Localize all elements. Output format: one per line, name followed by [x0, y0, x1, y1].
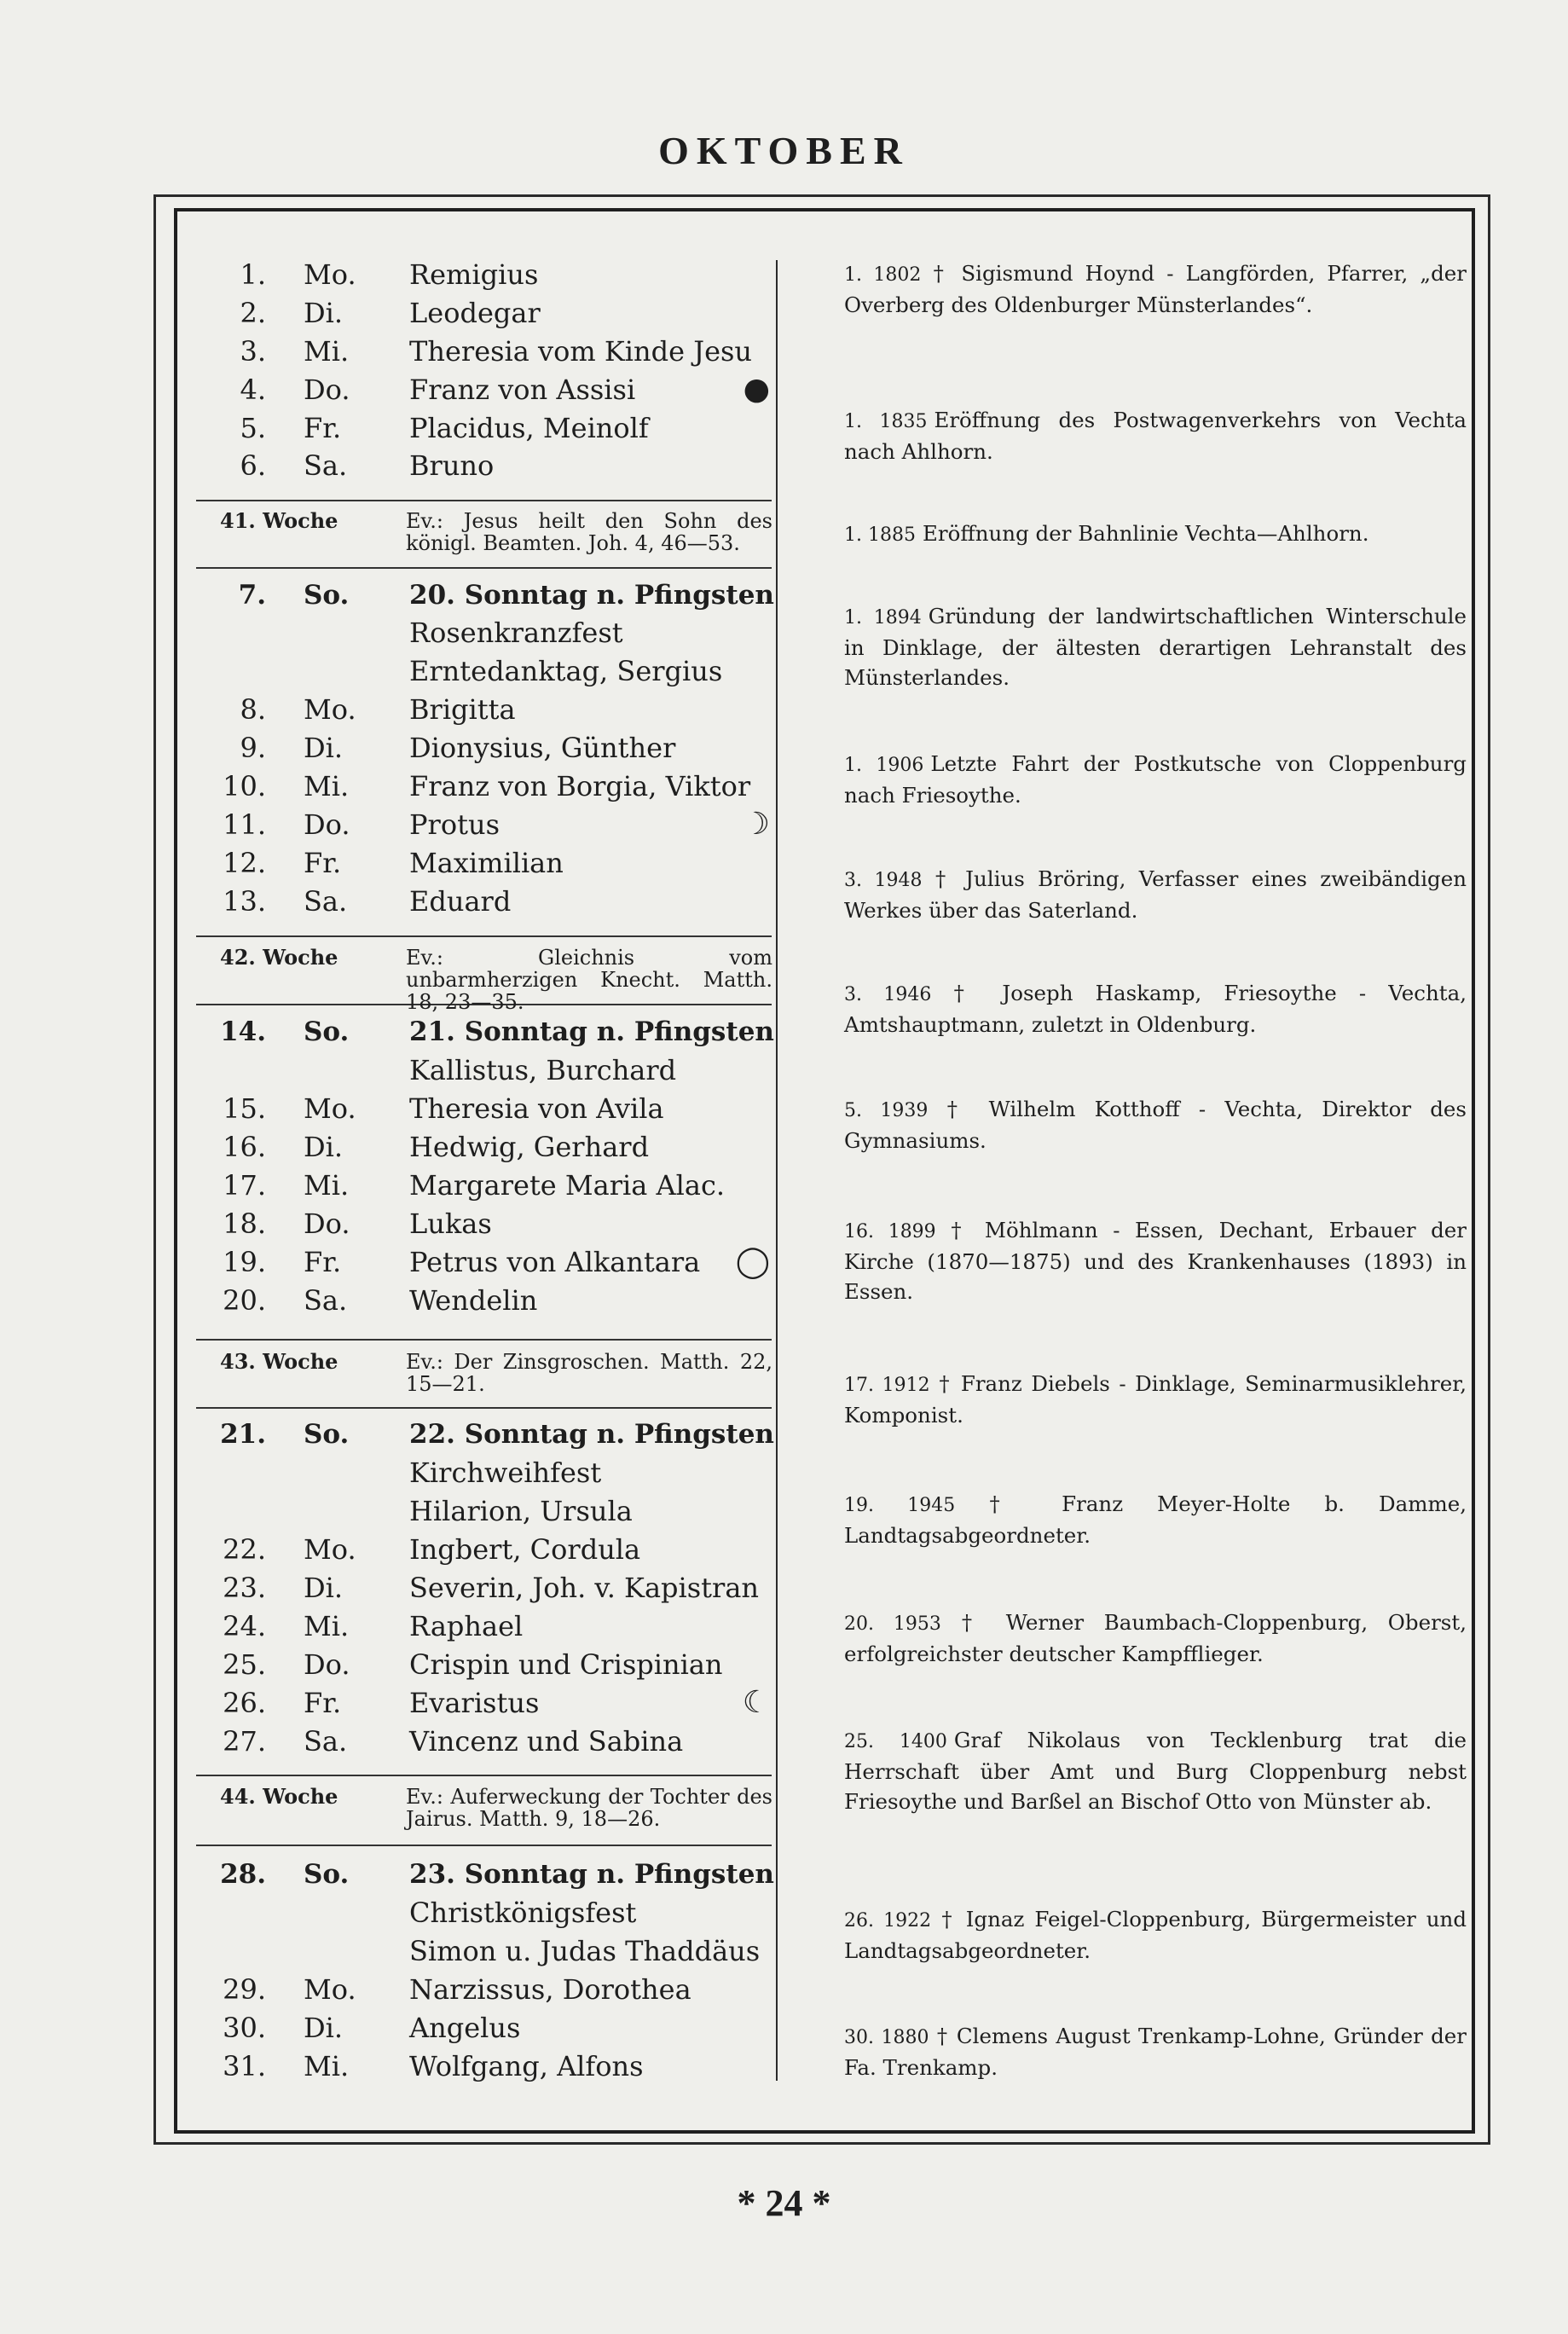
day-number: 26. — [223, 1687, 266, 1719]
weekday: Mo. — [304, 1092, 356, 1125]
saint-name: Vincenz und Sabina — [409, 1725, 684, 1758]
history-note — [844, 405, 1467, 466]
note-date: 30. 1880 — [844, 2027, 929, 2048]
day-number: 9. — [240, 732, 266, 764]
note-text: † Sigismund Hoynd - Langförden, Pfarrer, „der Overberg des Oldenburger Münsterlandes“. — [844, 261, 1467, 317]
day-number: 12. — [223, 847, 266, 879]
history-note — [844, 2021, 1467, 2082]
column-divider — [776, 260, 778, 2081]
note-text: Graf Nikolaus von Tecklenburg trat die Herrschaft über Amt und Burg Cloppenburg nebst Friesoythe und Barßel an Bischof Otto von Münster ab. — [844, 1728, 1467, 1814]
weekday: So. — [304, 580, 350, 611]
calendar-row — [196, 447, 772, 484]
calendar-row — [196, 1856, 772, 1893]
calendar-row — [196, 1128, 772, 1166]
day-number: 15. — [223, 1092, 266, 1125]
saint-name: Narzissus, Dorothea — [409, 1973, 691, 2006]
divider-line — [196, 567, 772, 569]
history-note — [844, 1607, 1467, 1669]
history-note — [844, 749, 1467, 810]
calendar-row — [196, 883, 772, 920]
weekday: Di. — [304, 732, 344, 764]
page-number: * 24 * — [737, 2182, 831, 2224]
day-number: 27. — [223, 1725, 266, 1758]
day-number: 31. — [223, 2050, 266, 2082]
calendar-row — [196, 2047, 772, 2085]
note-text: † Werner Baumbach-Cloppenburg, Oberst, erfolgreichster deutscher Kampfflieger. — [844, 1610, 1467, 1666]
saint-name: Lukas — [409, 1208, 492, 1240]
saint-name: Christkönigsfest — [409, 1897, 637, 1929]
note-text: Eröffnung der Bahnlinie Vechta—Ahlhorn. — [922, 521, 1369, 546]
note-text: † Wilhelm Kotthoff - Vechta, Direktor des Gymnasiums. — [844, 1097, 1467, 1153]
day-number: 10. — [223, 770, 266, 802]
weekday: Mi. — [304, 335, 350, 368]
saint-name: 21. Sonntag n. Pfingsten — [409, 1016, 774, 1047]
saint-name: Protus — [409, 808, 500, 841]
note-date: 26. 1922 — [844, 1910, 932, 1931]
moon-phase-icon: ● — [743, 372, 770, 407]
note-date: 1. 1835 — [844, 411, 928, 432]
day-number: 13. — [223, 885, 266, 918]
note-text: † Ignaz Feigel-Cloppenburg, Bürgermeister und Landtagsabgeordneter. — [844, 1907, 1467, 1963]
calendar-row — [196, 652, 772, 690]
note-text: Gründung der landwirtschaftlichen Winterschule in Dinklage, der ältesten derartigen Lehranstalt des Münsterlandes. — [844, 604, 1467, 690]
saint-name: 20. Sonntag n. Pfingsten — [409, 580, 774, 611]
calendar-row — [196, 1569, 772, 1607]
note-date: 16. 1899 — [844, 1221, 936, 1242]
weekday: Di. — [304, 1572, 344, 1604]
saint-name: Remigius — [409, 258, 539, 291]
day-number: 3. — [240, 335, 266, 368]
saint-name: Crispin und Crispinian — [409, 1648, 723, 1681]
saint-name: Hilarion, Ursula — [409, 1495, 633, 1527]
saint-name: Kirchweihfest — [409, 1457, 602, 1489]
weekday: Fr. — [304, 847, 342, 879]
note-date: 5. 1939 — [844, 1100, 929, 1121]
calendar-row — [196, 1090, 772, 1127]
history-note — [844, 1489, 1467, 1550]
note-date: 1. 1894 — [844, 607, 922, 628]
saint-name: Brigitta — [409, 693, 516, 726]
calendar-row — [196, 1243, 772, 1281]
gospel-text: Ev.: Jesus heilt den Sohn des königl. Beamten. Joh. 4, 46—53. — [406, 509, 772, 555]
moon-phase-icon: ☽ — [742, 807, 770, 842]
divider-line — [196, 935, 772, 937]
day-number: 8. — [240, 693, 266, 726]
saint-name: Leodegar — [409, 297, 541, 329]
week-label: 44. Woche — [220, 1784, 338, 1809]
calendar-row — [196, 2009, 772, 2047]
divider-line — [196, 1775, 772, 1776]
weekday: Di. — [304, 297, 344, 329]
history-note — [844, 1904, 1467, 1966]
weekday: So. — [304, 1016, 350, 1047]
day-number: 20. — [223, 1284, 266, 1317]
weekday: Sa. — [304, 449, 348, 482]
weekday: Mi. — [304, 2050, 350, 2082]
divider-line — [196, 1339, 772, 1341]
weekday: Mo. — [304, 1533, 356, 1566]
moon-phase-icon: ◯ — [735, 1244, 770, 1279]
weekday: Mi. — [304, 1169, 350, 1202]
calendar-row — [196, 691, 772, 728]
note-date: 19. 1945 — [844, 1495, 956, 1516]
gospel-text: Ev.: Auferweckung der Tochter des Jairus. Matth. 9, 18—26. — [406, 1785, 772, 1831]
note-date: 1. 1885 — [844, 524, 916, 546]
calendar-row — [196, 1684, 772, 1722]
note-text: † Julius Bröring, Verfasser eines zweibändigen Werkes über das Saterland. — [844, 866, 1467, 923]
saint-name: Wolfgang, Alfons — [409, 2050, 644, 2082]
note-text: † Möhlmann - Essen, Dechant, Erbauer der Kirche (1870—1875) und des Krankenhauses (1893) in Essen. — [844, 1218, 1467, 1304]
saint-name: Bruno — [409, 449, 495, 482]
calendar-row — [196, 1013, 772, 1051]
calendar-row — [196, 806, 772, 843]
note-text: † Joseph Haskamp, Friesoythe - Vechta, Amtshauptmann, zuletzt in Oldenburg. — [844, 981, 1467, 1037]
saint-name: Franz von Assisi — [409, 374, 636, 406]
moon-phase-icon: ☾ — [742, 1685, 770, 1720]
saint-name: Severin, Joh. v. Kapistran — [409, 1572, 759, 1604]
weekday: Mi. — [304, 770, 350, 802]
weekday: Fr. — [304, 1687, 342, 1719]
calendar-row — [196, 1607, 772, 1645]
calendar-row — [196, 1167, 772, 1204]
saint-name: Evaristus — [409, 1687, 540, 1719]
calendar-row — [196, 1051, 772, 1089]
history-note — [844, 864, 1467, 925]
day-number: 1. — [240, 258, 266, 291]
week-label: 42. Woche — [220, 945, 338, 970]
day-number: 23. — [223, 1572, 266, 1604]
day-number: 14. — [220, 1016, 266, 1047]
page-title: OKTOBER — [658, 129, 910, 172]
calendar-row — [196, 576, 772, 614]
weekday: Do. — [304, 374, 350, 406]
history-note — [844, 1369, 1467, 1430]
saint-name: Kallistus, Burchard — [409, 1054, 677, 1086]
saint-name: Margarete Maria Alac. — [409, 1169, 726, 1202]
weekday: Do. — [304, 1208, 350, 1240]
weekday: Sa. — [304, 885, 348, 918]
note-text: † Clemens August Trenkamp-Lohne, Gründer der Fa. Trenkamp. — [844, 2024, 1467, 2080]
weekday: Sa. — [304, 1725, 348, 1758]
day-number: 21. — [220, 1419, 266, 1450]
history-note — [844, 518, 1467, 550]
calendar-row — [196, 1971, 772, 2008]
day-number: 22. — [223, 1533, 266, 1566]
note-text: Letzte Fahrt der Postkutsche von Cloppenburg nach Friesoythe. — [844, 751, 1467, 808]
weekday: So. — [304, 1419, 350, 1450]
note-date: 1. 1802 — [844, 264, 922, 286]
saint-name: 23. Sonntag n. Pfingsten — [409, 1859, 774, 1890]
day-number: 11. — [223, 808, 266, 841]
saint-name: Petrus von Alkantara — [409, 1246, 701, 1278]
gospel-text: Ev.: Gleichnis vom unbarmherzigen Knecht. Matth. 18, 23—35. — [406, 946, 772, 1014]
saint-name: Wendelin — [409, 1284, 538, 1317]
week-gospel — [196, 945, 772, 1014]
day-number: 5. — [240, 412, 266, 444]
saint-name: Ingbert, Cordula — [409, 1533, 641, 1566]
day-number: 24. — [223, 1610, 266, 1642]
note-date: 3. 1948 — [844, 870, 923, 891]
saint-name: Angelus — [409, 2012, 521, 2044]
saint-name: Simon u. Judas Thaddäus — [409, 1935, 761, 1967]
weekday: Do. — [304, 1648, 350, 1681]
divider-line — [196, 1845, 772, 1846]
calendar-row — [196, 1723, 772, 1760]
calendar-row — [196, 1205, 772, 1242]
calendar-row — [196, 1282, 772, 1319]
weekday: Mo. — [304, 693, 356, 726]
calendar-row — [196, 294, 772, 332]
saint-name: Theresia vom Kinde Jesu — [409, 335, 753, 368]
day-number: 25. — [223, 1648, 266, 1681]
history-note — [844, 1094, 1467, 1155]
note-date: 17. 1912 — [844, 1375, 930, 1396]
history-note — [844, 1725, 1467, 1816]
history-note — [844, 258, 1467, 320]
note-date: 25. 1400 — [844, 1731, 947, 1752]
note-text: Eröffnung des Postwagenverkehrs von Vechta nach Ahlhorn. — [844, 408, 1467, 464]
calendar-row — [196, 844, 772, 882]
calendar-row — [196, 1416, 772, 1453]
weekday: Fr. — [304, 412, 342, 444]
calendar-row — [196, 1492, 772, 1530]
history-note — [844, 1215, 1467, 1306]
day-number: 6. — [240, 449, 266, 482]
day-number: 16. — [223, 1131, 266, 1163]
week-gospel — [196, 510, 772, 561]
day-number: 17. — [223, 1169, 266, 1202]
week-gospel — [196, 1351, 772, 1402]
day-number: 7. — [238, 580, 266, 611]
note-date: 20. 1953 — [844, 1613, 941, 1635]
gospel-text: Ev.: Der Zinsgroschen. Matth. 22, 15—21. — [406, 1350, 772, 1396]
calendar-row — [196, 1894, 772, 1931]
calendar-row — [196, 409, 772, 447]
calendar-row — [196, 333, 772, 370]
calendar-row — [196, 371, 772, 408]
saint-name: Theresia von Avila — [409, 1092, 664, 1125]
note-text: † Franz Meyer-Holte b. Damme, Landtagsabgeordneter. — [844, 1491, 1467, 1548]
day-number: 30. — [223, 2012, 266, 2044]
weekday: Di. — [304, 2012, 344, 2044]
weekday: Do. — [304, 808, 350, 841]
day-number: 2. — [240, 297, 266, 329]
divider-line — [196, 500, 772, 501]
weekday: Mi. — [304, 1610, 350, 1642]
calendar-row — [196, 729, 772, 767]
saint-name: Erntedanktag, Sergius — [409, 655, 723, 687]
saint-name: Dionysius, Günther — [409, 732, 676, 764]
saint-name: Eduard — [409, 885, 512, 918]
note-text: † Franz Diebels - Dinklage, Seminarmusiklehrer, Komponist. — [844, 1371, 1467, 1428]
week-gospel — [196, 1786, 772, 1837]
weekday: Di. — [304, 1131, 344, 1163]
saint-name: Rosenkranzfest — [409, 617, 623, 649]
note-date: 1. 1906 — [844, 755, 924, 776]
day-number: 29. — [223, 1973, 266, 2006]
calendar-row — [196, 767, 772, 805]
day-number: 28. — [220, 1859, 266, 1890]
saint-name: Raphael — [409, 1610, 524, 1642]
divider-line — [196, 1407, 772, 1409]
calendar-row — [196, 1646, 772, 1683]
note-date: 3. 1946 — [844, 984, 932, 1005]
day-number: 19. — [223, 1246, 266, 1278]
calendar-row — [196, 1454, 772, 1491]
day-number: 18. — [223, 1208, 266, 1240]
saint-name: Franz von Borgia, Viktor — [409, 770, 751, 802]
calendar-row — [196, 1932, 772, 1970]
weekday: So. — [304, 1859, 350, 1890]
week-label: 43. Woche — [220, 1349, 338, 1374]
saint-name: Maximilian — [409, 847, 564, 879]
weekday: Sa. — [304, 1284, 348, 1317]
history-note — [844, 978, 1467, 1040]
saint-name: Hedwig, Gerhard — [409, 1131, 650, 1163]
weekday: Mo. — [304, 1973, 356, 2006]
weekday: Fr. — [304, 1246, 342, 1278]
week-label: 41. Woche — [220, 508, 338, 533]
calendar-row — [196, 256, 772, 293]
day-number: 4. — [240, 374, 266, 406]
history-note — [844, 601, 1467, 692]
weekday: Mo. — [304, 258, 356, 291]
calendar-row — [196, 614, 772, 652]
saint-name: Placidus, Meinolf — [409, 412, 649, 444]
calendar-row — [196, 1531, 772, 1568]
saint-name: 22. Sonntag n. Pfingsten — [409, 1419, 774, 1450]
